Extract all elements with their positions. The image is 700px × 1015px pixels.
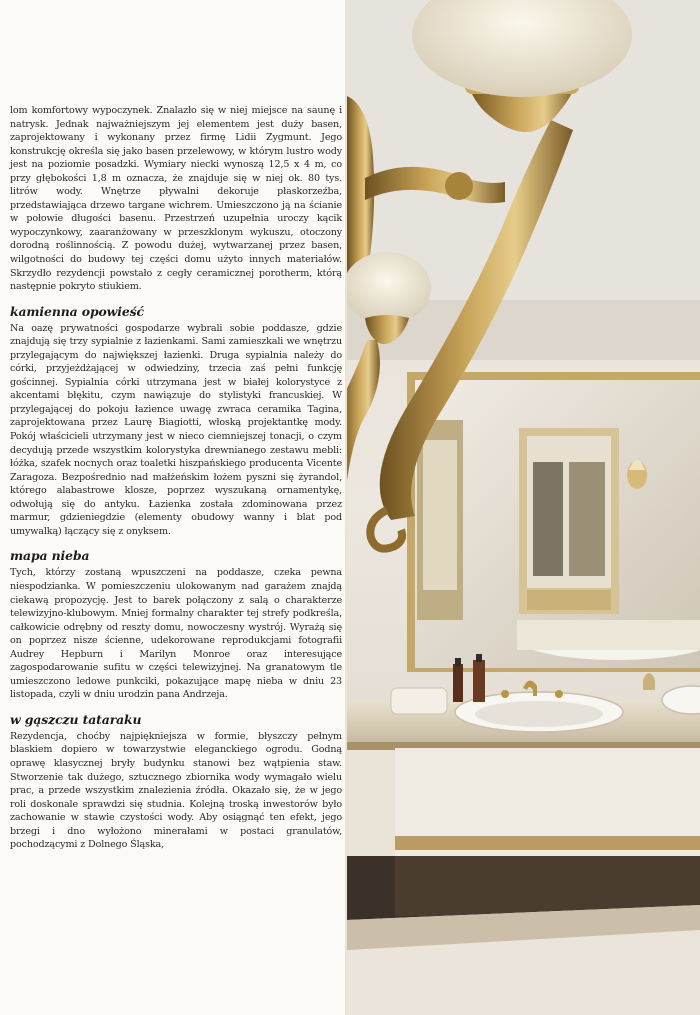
article-text-column <box>10 104 342 852</box>
section-heading: kamienna opowieść <box>10 303 144 319</box>
bathroom-photo <box>347 0 700 1015</box>
section-kamienna-opowiesc <box>10 304 342 539</box>
section-body: Rezydencja, choćby najpiękniejsza w formie, błyszczy pełnym blaskiem dopiero w towarzystwie eleganckiego ogrodu. Godną oprawę klasycznej bryły budynku stanowi bez wątpienia staw. Stworzenie tak dużego, sztucznego zbiornika wody wymagało wielu prac, a przede wszystkim znalezienia źródła. Okazało się, że w jego roli doskonale sprawdzi się studnia. Kolejną troską inwestorów było zachowanie w stawie czystości wody. Aby osiągnąć ten efekt, jego brzegi i dno wyłożono minerałami w postaci granulatów, pochodzącymi z Dolnego Śląska, <box>10 730 342 851</box>
bathroom-illustration <box>347 0 700 1015</box>
intro-paragraph: lom komfortowy wypoczynek. Znalazło się w niej miejsce na saunę i natrysk. Jednak najważniejszym jej elementem jest duży basen, zaprojektowany i wykonany przez firmę Lidii Zygmunt. Jego konstrukcję określa się jako basen przelewowy, w którym lustro wody jest na poziomie posadzki. Wymiary niecki wynoszą 12,5 x 4 m, co przy głębokości 1,8 m oznacza, że znajduje się w niej ok. 80 tys. litrów wody. Wnętrze pływalni dekoruje płaskorzeźba, przedstawiająca drzewo targane wichrem. Umieszczono ją na ścianie w połowie długości basenu. Przestrzeń uzupełnia uroczy kącik wypoczynkowy, zaaranżowany w przeszklonym wykuszu, otoczony dorodną roślinnością. Z powodu dużej, wytwarzanej przez basen, wilgotności do budowy tej części domu użyto innych materiałów. Skrzydło rezydencji powstało z cegły ceramicznej porotherm, którą następnie pokryto stiukiem. <box>10 105 342 293</box>
section-body: Na oazę prywatności gospodarze wybrali sobie poddasze, gdzie znajdują się trzy sypialnie z łazienkami. Sami zamieszkali we wnętrzu przylegającym do największej łazienki. Druga sypialnia należy do córki, przyjeżdżającej w odwiedziny, trzecia zaś pełni funkcję gościnnej. Sypialnia córki utrzymana jest w białej kolorystyce z akcentami błękitu, czym nawiązuje do stylistyki francuskiej. W przylegającej do pokoju łazience uwagę zwraca ceramika Tagina, zaprojektowana przez Laurę Biagiotti, włoską projektantkę mody. Pokój właścicieli utrzymany jest w nieco ciemniejszej tonacji, o czym decydują przede wszystkim kolorystyka drewnianego zestawu mebli: łóżka, szafek nocnych oraz toaletki hiszpańskiego producenta Vicente Zaragoza. Bezpośrednio nad małżeńskim łożem pyszni się żyrandol, którego alabastrowe klosze, poprzez wyszukaną ornamentykę, odwołują się do antyku. Łazienka została zdominowana przez marmur, gdzieniegdzie (elementy obudowy wanny i blat pod umywalką) łączący się z onyksem. <box>10 322 342 537</box>
mirror <box>407 372 700 672</box>
section-body: Tych, którzy zostaną wpuszczeni na poddasze, czeka pewna niespodzianka. W pomieszczeniu ulokowanym nad garażem znajdą ciekawą propozycję. Jest to barek połączony z salą o charakterze telewizyjno-klubowym. Mniej formalny charakter tej strefy podkreśla, całkowicie odrębny od reszty domu, nowoczesny wystrój. Wyrażą się on poprzez nisze ścienne, udekorowane reprodukcjami fotografii Audrey Hepburn i Marilyn Monroe oraz interesujące zagospodarowanie sufitu w części telewizyjnej. Na granatowym tle umieszczono ledowe punkciki, pokazujące mapę nieba w dniu 23 listopada, czyli w dniu urodzin pana Andrzeja. <box>10 567 342 701</box>
section-heading: mapa nieba <box>10 548 90 564</box>
section-mapa-nieba <box>10 548 342 701</box>
section-heading: w gąszczu tataraku <box>10 711 142 727</box>
section-w-gaszczu-tataraku <box>10 712 342 852</box>
